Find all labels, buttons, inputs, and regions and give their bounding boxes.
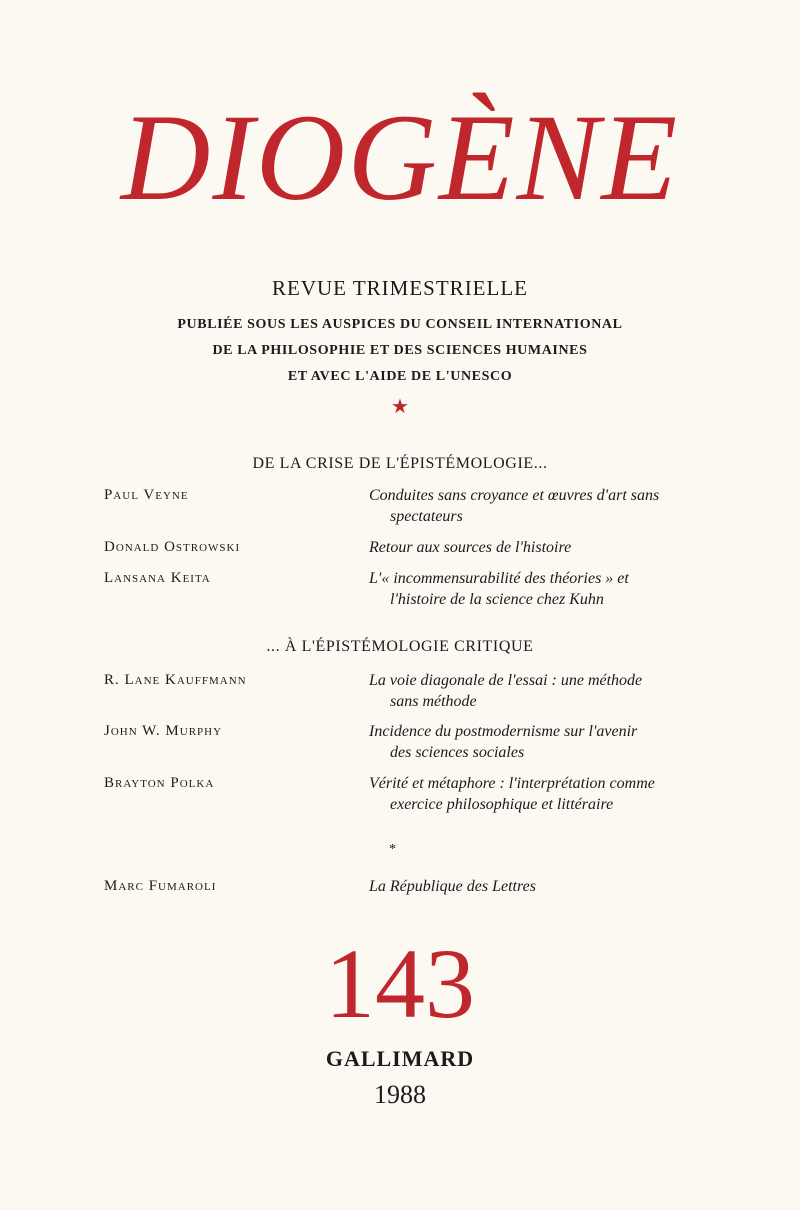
article-title-line: spectateurs (390, 508, 463, 525)
article-title-line: Vérité et métaphore : l'interprétation comme (369, 775, 655, 792)
author-fumaroli: Marc Fumaroli (104, 878, 217, 894)
article-title-line: Conduites sans croyance et œuvres d'art sans (369, 487, 660, 504)
patron-line-1: PUBLIÉE SOUS LES AUSPICES DU CONSEIL INTERNATIONAL (177, 317, 623, 332)
author-ostrowski: Donald Ostrowski (104, 539, 241, 555)
article-title-line: Incidence du postmodernisme sur l'avenir (369, 723, 638, 740)
author-veyne: Paul Veyne (104, 487, 189, 503)
article-title-line: Retour aux sources de l'histoire (369, 539, 572, 556)
article-kauffmann (369, 670, 681, 712)
article-title-line: des sciences sociales (390, 744, 525, 761)
article-title-line: l'histoire de la science chez Kuhn (390, 591, 604, 608)
section-heading-critique: ... À L'ÉPISTÉMOLOGIE CRITIQUE (266, 638, 534, 655)
article-veyne (369, 485, 681, 527)
article-polka (369, 773, 681, 815)
article-fumaroli (369, 876, 681, 897)
patron-line-2: DE LA PHILOSOPHIE ET DES SCIENCES HUMAINES (212, 343, 588, 358)
article-keita (369, 568, 681, 610)
article-title-line: La République des Lettres (369, 878, 536, 895)
author-kauffmann: R. Lane Kauffmann (104, 672, 247, 688)
section-heading-crise: DE LA CRISE DE L'ÉPISTÉMOLOGIE... (252, 455, 548, 472)
publisher-name: GALLIMARD (325, 1046, 475, 1071)
author-keita: Lansana Keita (104, 570, 211, 586)
author-murphy: John W. Murphy (104, 723, 223, 739)
article-title-line: La voie diagonale de l'essai : une méthode (369, 672, 643, 689)
article-title-line: sans méthode (390, 693, 477, 710)
issue-number: 143 (325, 928, 475, 1039)
article-title-line: exercice philosophique et littéraire (390, 796, 614, 813)
author-polka: Brayton Polka (104, 775, 215, 791)
star-ornament-icon: ★ (391, 396, 409, 418)
article-murphy (369, 721, 681, 763)
journal-subtitle: REVUE TRIMESTRIELLE (271, 276, 528, 300)
publication-year: 1988 (374, 1080, 426, 1109)
asterisk-separator-icon: * (389, 842, 396, 857)
article-ostrowski (369, 537, 681, 558)
journal-title: DIOGÈNE (120, 89, 680, 226)
article-title-line: L'« incommensurabilité des théories » et (369, 570, 629, 587)
patron-line-3: ET AVEC L'AIDE DE L'UNESCO (287, 369, 513, 384)
